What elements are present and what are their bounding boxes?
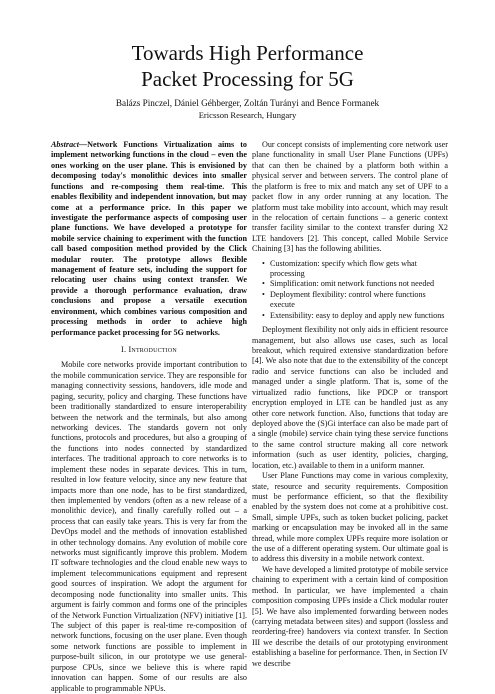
bullet-icon: • xyxy=(262,258,265,268)
list-item: • Customization: specify which flow gets what processing xyxy=(262,258,417,279)
introduction-paragraph-1: Mobile core networks provide important contribution to the mobile communication service. They are responsible for managing connectivity sessions, handovers, idle mode and paging, security, policy and charging. These functions have been traditionally standardized to ensure interoperability between the network and the terminals, but also among networking devices. The standards govern not only functions, protocols and procedures, but also a grouping of the functions into nodes connected by standardized interfaces. The traditional approach to core networks is to implement these nodes in separate devices. This in turn, resulted in low feature velocity, since any new feature that impacts more than one node, has to be first standardized, then implemented by vendors (often as a new release of a monolithic device), and finally carefully rolled out – a process that can easily take years. This is very far from the DevOps model and the methods of innovation established in other technology domains. Any evolution of mobile core networks must significantly improve this problem. Modern IT software technologies and the cloud enable new ways to implement telecommunications equipment and represent good sources of inspiration. We adopt the argument for decomposing node functionality into smaller units. This argument is fairly common and forms one of the principles of the Network Function Virtualization (NFV) initiative [1]. The subject of this paper is real-time re-composition of network functions, focusing on the user plane. Even though some network functions are possible to implement in purpose-built silicon, in our prototype we use general-purpose CPUs, since we believe this is where rapid innovation can happen. Some of our results are also applicable to programmable NPUs. xyxy=(51,360,247,693)
right-paragraph-2: Deployment flexibility not only aids in efficient resource management, but also allows use cases, such as local breakout, which required extensive standardization before [4]. We also note that due to the extensibility of the concept radio and service functions can also be included and managed under a single platform. That is, some of the virtualized radio functions, like PDCP or transport encryption employed in LTE can be handled just as any other core network function. Also, functions that today are deployed above the (S)Gi interface can also be made part of a single (mobile) service chain tying these service functions to the same control structure making all core network information (such as user identity, policies, charging, location, etc.) available to them in a uniform manner. xyxy=(252,325,448,470)
bullet-icon: • xyxy=(262,279,265,289)
list-item: • Simplification: omit network functions not needed xyxy=(262,279,435,289)
paper-title xyxy=(0,40,495,92)
left-column xyxy=(51,140,247,694)
right-paragraph-3: User Plane Functions may come in various complexity, state, resource and security requirements. Composition must be performance efficient, so that the flexibility enabled by the system does not come at a prohibitive cost. Small, simple UPFs, such as token bucket policing, packet marking or encapsulation may be invoked all in the same thread, while more complex UPFs require more isolation or the use of a different operating system. Our ultimate goal is to address this diversity in a mobile network context. xyxy=(252,471,448,564)
list-item: • Deployment flexibility: control where functions execute xyxy=(262,289,426,310)
right-column xyxy=(252,140,448,669)
right-paragraph-4: We have developed a limited prototype of mobile service chaining to experiment with a certain kind of composition method. In particular, we have implemented a chain composition composing UPFs inside a Click modular router [5]. We have also implemented forwarding between nodes (carrying metadata between sites) and support (lossless and reordering-free) handovers via context transfer. In Section III we describe the details of our prototyping environment establishing a baseline for performance. Then, in Section IV we describe xyxy=(252,564,448,668)
affiliation: Ericsson Research, Hungary xyxy=(198,110,297,120)
abilities-list xyxy=(252,259,448,322)
bullet-icon: • xyxy=(262,310,265,320)
section-number: I. xyxy=(121,345,127,355)
list-item: • Extensibility: easy to deploy and apply new functions xyxy=(262,310,445,320)
title-line-2: Packet Processing for 5G xyxy=(141,67,354,91)
abstract xyxy=(51,140,247,338)
bullet-icon: • xyxy=(262,289,265,299)
title-line-1: Towards High Performance xyxy=(131,41,364,65)
section-heading-introduction xyxy=(51,345,247,355)
author-list: Balázs Pinczel, Dániel Géhberger, Zoltán Turányi and Bence Formanek xyxy=(115,98,380,108)
abstract-text: —Network Functions Virtualization aims to implement networking functions in the cloud – even the ones working on the user plane. This is envisioned by decomposing today's monolithic devices into smaller functions and re-composing them real-time. This enables flexibility and independent innovation, but may come at a performance price. In this paper we investigate the performance aspects of composing user plane functions. We have developed a prototype for mobile service chaining to experiment with the function call based composition method provided by the Click modular router. The prototype allows flexible management of feature sets, including the support for relocating user chains using context transfer. We provide a thorough performance evaluation, draw conclusions and propose a versatile execution environment, which combines various composition and processing methods in order to achieve high performance packet processing for 5G networks. xyxy=(51,140,247,337)
section-title: Introduction xyxy=(128,345,177,355)
right-paragraph-1: Our concept consists of implementing core network user plane functionality in small User Plane Functions (UPFs) that can then be chained by a platform both within a physical server and between servers. The control plane of the platform is free to mix and match any set of UPF to a packet flow in any order running at any location. The platform must take mobility into account, which may result in the relocation of certain functions – a generic context transfer facility similar to the context transfer during X2 LTE handovers [2]. This concept, called Mobile Service Chaining [3] has the following abilities. xyxy=(252,140,448,254)
abstract-label: Abstract xyxy=(51,140,79,149)
